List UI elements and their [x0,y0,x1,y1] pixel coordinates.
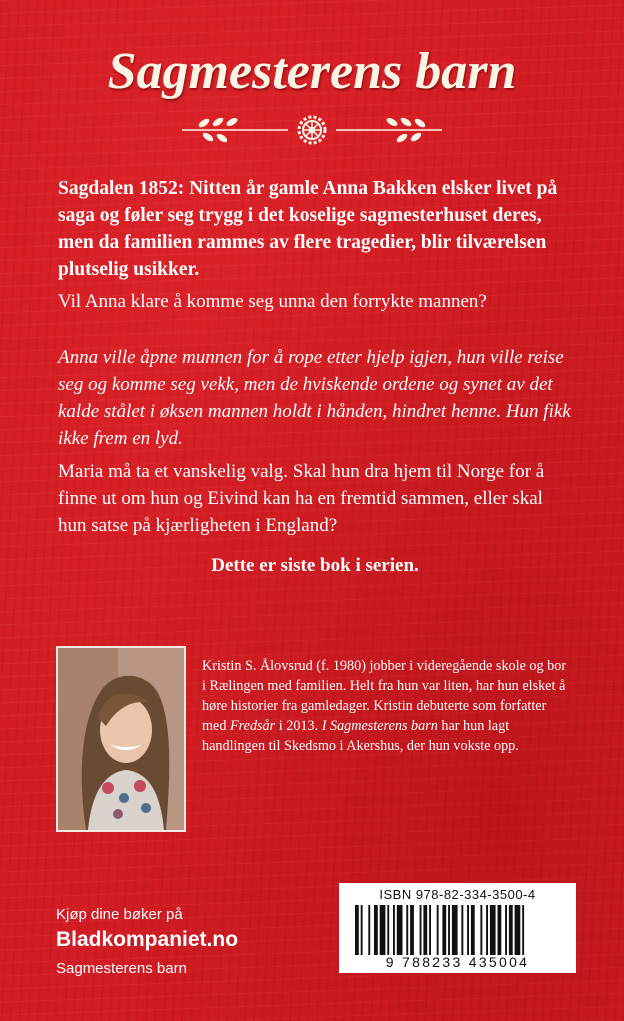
barcode-bar [406,905,408,955]
barcode-bar [461,905,463,955]
barcode-bar [467,905,469,955]
barcode-bar [368,905,370,955]
barcode-bar [410,905,414,955]
barcode-bar [448,905,450,955]
excerpt-paragraph: Anna ville åpne munnen for å rope etter hjelp igjen, hun ville reise seg og komme seg vekk, men de hviskende ordene og synet av det kalde stålet i øksen mannen holdt i hånden, hindret henne. Hun fikk ikke frem en lyd. [58,347,571,449]
barcode-bar [452,905,458,955]
shop-line: Kjøp dine bøker på [56,906,183,923]
barcode-bar [393,905,395,955]
barcode-bar [480,905,482,955]
barcode-bar [509,905,513,955]
barcode-bar [471,905,475,955]
barcode-bar [437,905,439,955]
series-note: Dette er siste bok i serien. [211,555,419,576]
barcode-bar [387,905,389,955]
barcode-bar [498,905,502,955]
bio-book-title: I Sagmesterens barn [321,718,438,734]
barcode-bar [374,905,378,955]
barcode-bar [361,905,363,955]
author-bio [202,656,572,756]
barcode-bar [423,905,427,955]
author-photo [56,646,186,832]
barcode-bar [397,905,403,955]
barcode-bar [515,905,521,955]
ean-digits: 9 788233 435004 [385,954,530,970]
sawblade-ornament-icon [178,110,446,150]
shop-book-title: Sagmesterens barn [56,960,187,977]
book-title: Sagmesterens barn [107,43,517,100]
barcode-bar [522,905,524,955]
barcode-bar [355,905,359,955]
barcode-bar [429,905,431,955]
barcode [339,883,576,973]
barcode-bar [420,905,422,955]
barcode-bars [355,905,567,955]
question-paragraph: Vil Anna klare å komme seg unna den forrykte mannen? [58,291,487,312]
bio-text-3: har hun lagt handlingen til Skedsmo i Akershus, der hun vokste opp. [202,718,519,754]
intro-paragraph: Sagdalen 1852: Nitten år gamle Anna Bakken elsker livet på saga og føler seg trygg i det koselige sagmesterhuset deres, men da familien rammes av flere tragedier, blir tilværelsen plutselig usikker. [58,178,558,280]
bio-text-1: Kristin S. Ålovsrud (f. 1980) jobber i videregående skole og bor i Rælingen med familien. Helt fra hun var liten, har hun elsket å høre historier fra gamledager. Kristin debuterte som forfatter med [202,658,567,734]
barcode-bar [442,905,446,955]
bio-text-2: i 2013. [275,718,322,734]
barcode-bar [505,905,507,955]
author-portrait-image [58,648,184,830]
shop-site: Bladkompaniet.no [56,928,239,951]
barcode-bar [490,905,496,955]
barcode-bar [380,905,386,955]
maria-paragraph: Maria må ta et vanskelig valg. Skal hun dra hjem til Norge for å finne ut om hun og Eivind kan ha en fremtid sammen, eller skal hun satse på kjærligheten i England? [58,461,545,536]
isbn-label: ISBN 978-82-334-3500-4 [379,887,536,902]
bio-book-fredsar: Fredsår [229,718,276,734]
barcode-bar [486,905,488,955]
